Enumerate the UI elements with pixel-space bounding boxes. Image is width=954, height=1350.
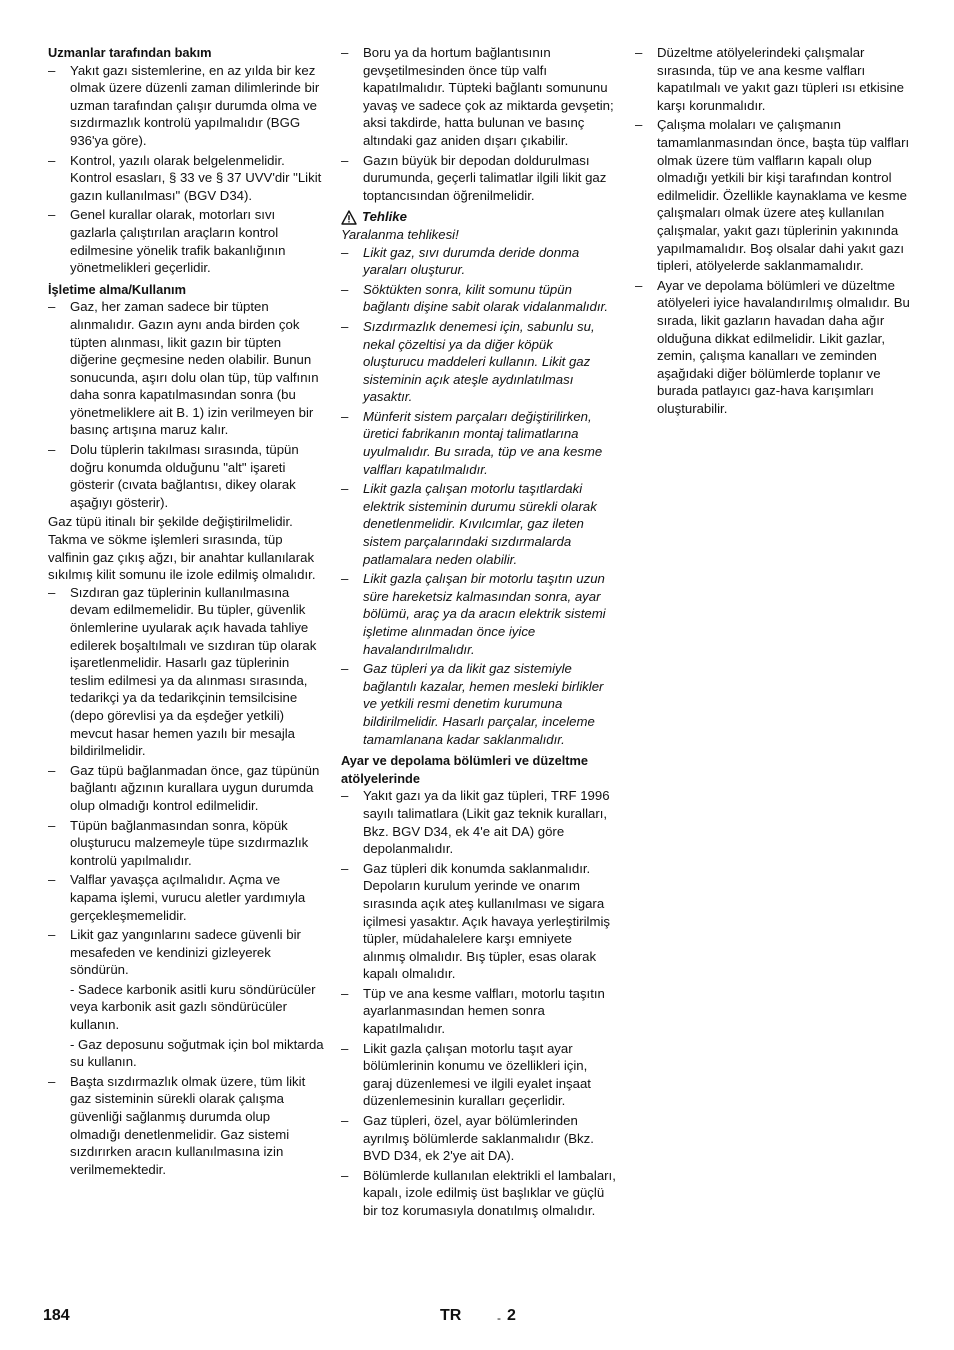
list-item: – Tüp ve ana kesme valfları, motorlu taşıtın ayarlanmasından hemen sonra kapatılmalıdır.	[341, 985, 617, 1038]
list-item: – Likit gazla çalışan motorlu taşıt ayar bölümlerinin konumu ve özellikleri için, garaj düzenlemesi ve ilgili eyalet inşaat düzenlemesinin kuralları geçerlidir.	[341, 1040, 617, 1110]
list-item: – Ayar ve depolama bölümleri ve düzeltme atölyeleri iyice havalandırılmış olmalıdır. Bu sırada, likit gazların havadan daha ağır olduğuna dikkat edilmelidir. Likit gazlar, zemin, çalışma kanalları ve zeminden aşağıdaki diğer bölümlerde toplanır ve burada patlayıcı gaz-hava karışımları oluşturabilir.	[635, 277, 911, 418]
list-item: – Boru ya da hortum bağlantısının gevşetilmesinden önce tüp valfı kapatılmalıdır. Tüpteki bağlantı somununu yavaş ve sadece çok az miktarda gevşetin; aksi takdirde, hatta bulunan ve basınç altındaki gaz aniden dışarı çıkabilir.	[341, 44, 617, 150]
column-2	[341, 44, 617, 1222]
danger-item: – Söktükten sonra, kilit somunu tüpün bağlantı dişine sabit olarak vidalanmalıdır.	[341, 281, 617, 316]
list-item: – Bölümlerde kullanılan elektrikli el lambaları, kapalı, izole edilmiş üst başlıklar ve güçlü bir toz korumasıyla donatılmış olmalıdır.	[341, 1167, 617, 1220]
list-item: – Genel kurallar olarak, motorları sıvı gazlarla çalıştırılan araçların kontrol edilmesine yönelik trafik bakanlığının yönetmelikleri geçerlidir.	[48, 206, 324, 276]
warning-triangle-icon	[341, 210, 357, 225]
list-item: – Yakıt gazı sistemlerine, en az yılda bir kez olmak üzere düzenli zaman dilimlerinde bir uzman tarafından çalışır durumda olma ve sızdırmazlık kontrolü yapılmalıdır (BGG 936'ya göre).	[48, 62, 324, 150]
list-item: – Gaz tüpü bağlanmadan önce, gaz tüpünün bağlantı ağzının kurallara uygun durumda olup olmadığı kontrol edilmelidir.	[48, 762, 324, 815]
footer-dash: -	[497, 1311, 501, 1325]
list-item-fire	[48, 926, 324, 1071]
fire-sub-item: - Gaz deposunu soğutmak için bol miktarda su kullanın.	[70, 1036, 324, 1070]
danger-item: – Likit gazla çalışan motorlu taşıtlardaki elektrik sisteminin durumu sürekli olarak denetlenmelidir. Kıvılcımlar, gaz ileten sistem parçalarındaki sızdırmalarda patlamalara neden olabilir.	[341, 480, 617, 568]
column-3	[635, 44, 911, 419]
heading-operation-use: İşletime alma/Kullanım	[48, 281, 186, 297]
list-item: – Yakıt gazı ya da likit gaz tüpleri, TRF 1996 sayılı talimatlara (Likit gaz teknik kuralları, Bkz. BGV D34, ek 4'e ait DA) göre depolanmalıdır.	[341, 787, 617, 857]
list-item: – Gaz tüpleri, özel, ayar bölümlerinden ayrılmış bölümlerde saklanmalıdır (Bkz. BVD D34, ek 2'ye ait DA).	[341, 1112, 617, 1165]
danger-title: Tehlike	[362, 209, 407, 225]
list-item: – Dolu tüplerin takılması sırasında, tüpün doğru konumda olduğunu "alt" işareti gösterir (cıvata bağlantısı, dikey olarak aşağıyı gösterir).	[48, 441, 324, 511]
list-item: – Çalışma molaları ve çalışmanın tamamlanmasından önce, başta tüp valfları olmak üzere tüm valfların kapalı olup olmadığı yetkili bir kişi tarafından kontrol edilmelidir. Özellikle kaynaklama ve kesme çalışmaları olmak üzere ateş kullanılan çalışmalar, yakıt gazı tüplerinin yakınında yapılmamalıdır. Boş olsalar dahi yakıt gazı tipleri, atölyelerde saklanmamalıdır.	[635, 116, 911, 274]
fire-sub-item: - Sadece karbonik asitli kuru söndürücüler veya karbonik asit gazlı söndürücüler kullanın.	[70, 981, 316, 1033]
list-item: – Kontrol, yazılı olarak belgelenmelidir. Kontrol esasları, § 33 ve § 37 UVV'dir "Likit gazın kullanılması" (BGV D34).	[48, 152, 324, 205]
section-number: 2	[507, 1307, 516, 1324]
danger-item: – Likit gazla çalışan bir motorlu taşıtın uzun süre hareketsiz kalmasından sonra, ayar bölümü, araç ya da aracın elektrik sistemi işletime alınmadan önce iyice havalandırılmalıdır.	[341, 570, 617, 658]
list-item: – Sızdıran gaz tüplerinin kullanılmasına devam edilmemelidir. Bu tüpler, güvenlik önlemlerine uyularak açık havada tahliye edilerek boşaltılmalı ve sızdıran tüp olarak işaretlenmelidir. Hasarlı gaz tüplerinin teslim edilmesi ya da alınması sırasında, tedarikçi ya da tedarikçinin temsilcisine (depo görevlisi ya da eşdeğer yetkili) mevcut hasar hemen yazılı bir mesajla bildirilmelidir.	[48, 584, 324, 760]
danger-heading	[341, 208, 617, 226]
list-item: – Gaz tüpleri dik konumda saklanmalıdır. Depoların kurulum yerinde ve onarım sırasında açık ateş kullanılması ve sigara içilmesi yasaktır. Açık havaya yerleştirilmiş tüpler, müdahalelere karşı emniyete alınmış olmalıdır. Bış tüpler, esas olarak kapalı olmalıdır.	[341, 860, 617, 983]
danger-item: – Gaz tüpleri ya da likit gaz sistemiyle bağlantılı kazalar, hemen mesleki birlikler ve yetkili resmi denetim kurumuna bildirilmelidir. Hasarlı parçalar, inceleme tamamlanana kadar saklanmalıdır.	[341, 660, 617, 748]
danger-item: – Sızdırmazlık denemesi için, sabunlu su, nekal çözeltisi ya da diğer köpük oluşturucu maddeleri kullanın. Likit gaz sisteminin açık ateşle aydınlatılması yasaktır.	[341, 318, 617, 406]
language-code: TR	[440, 1307, 462, 1324]
list-item: – Tüpün bağlanmasından sonra, köpük oluşturucu malzemeyle tüpe sızdırmazlık kontrolü yapılmalıdır.	[48, 817, 324, 870]
danger-subtitle: Yaralanma tehlikesi!	[341, 226, 459, 242]
list-item: – Düzeltme atölyelerindeki çalışmalar sırasında, tüp ve ana kesme valfları kapatılmalı ve yakıt gazı tüpleri ısı etkisine karşı korunmalıdır.	[635, 44, 911, 114]
fire-item-text: Likit gaz yangınlarını sadece güvenli bir mesafeden ve kendinizi gizleyerek söndürün.	[70, 927, 301, 978]
list-item: – Gaz, her zaman sadece bir tüpten alınmalıdır. Gazın aynı anda birden çok tüpten alınması, likit gazın bir tüpten diğerine geçmesine neden olabilir. Bunun sonucunda, aşırı dolu olan tüp, tüp valfının daha sonra kapatılmasından sonra (bu yönetmeliklere ait B. 1) izin verilmeyen bir basınç artışına maruz kalır.	[48, 298, 324, 439]
list-item: – Valflar yavaşça açılmalıdır. Açma ve kapama işlemi, vurucu aletler yardımıyla gerçekleşmemelidir.	[48, 871, 324, 924]
heading-expert-maintenance: Uzmanlar tarafından bakım	[48, 45, 212, 60]
danger-item: – Münferit sistem parçaları değiştirilirken, üretici fabrikanın montaj talimatlarına uyulmalıdır. Bu sırada, tüp ve ana kesme valfları kapatılmalıdır.	[341, 408, 617, 478]
page-number: 184	[43, 1307, 70, 1324]
paragraph-cylinder-change: Gaz tüpü itinalı bir şekilde değiştirilmelidir. Takma ve sökme işlemleri sırasında, tüp valfinin gaz çıkış ağzı, bir anahtar kullanılarak sıkılmış kilit somunu ile izole edilmiş olmalıdır.	[48, 514, 316, 583]
list-item: – Başta sızdırmazlık olmak üzere, tüm likit gaz sisteminin sürekli olarak çalışma güvenliği sağlanmış durumda olup olmadığı denetlenmelidir. Gaz sistemi sızdırırken aracın kullanılmasına izin verilmemektedir.	[48, 1073, 324, 1179]
list-item: – Gazın büyük bir depodan doldurulması durumunda, geçerli talimatlar ilgili likit gaz toptancısından öğrenilmelidir.	[341, 152, 617, 205]
danger-item: – Likit gaz, sıvı durumda deride donma yaraları oluşturur.	[341, 244, 617, 279]
column-1	[48, 44, 324, 1180]
heading-storage-workshops: Ayar ve depolama bölümleri ve düzeltme atölyelerinde	[341, 753, 589, 786]
